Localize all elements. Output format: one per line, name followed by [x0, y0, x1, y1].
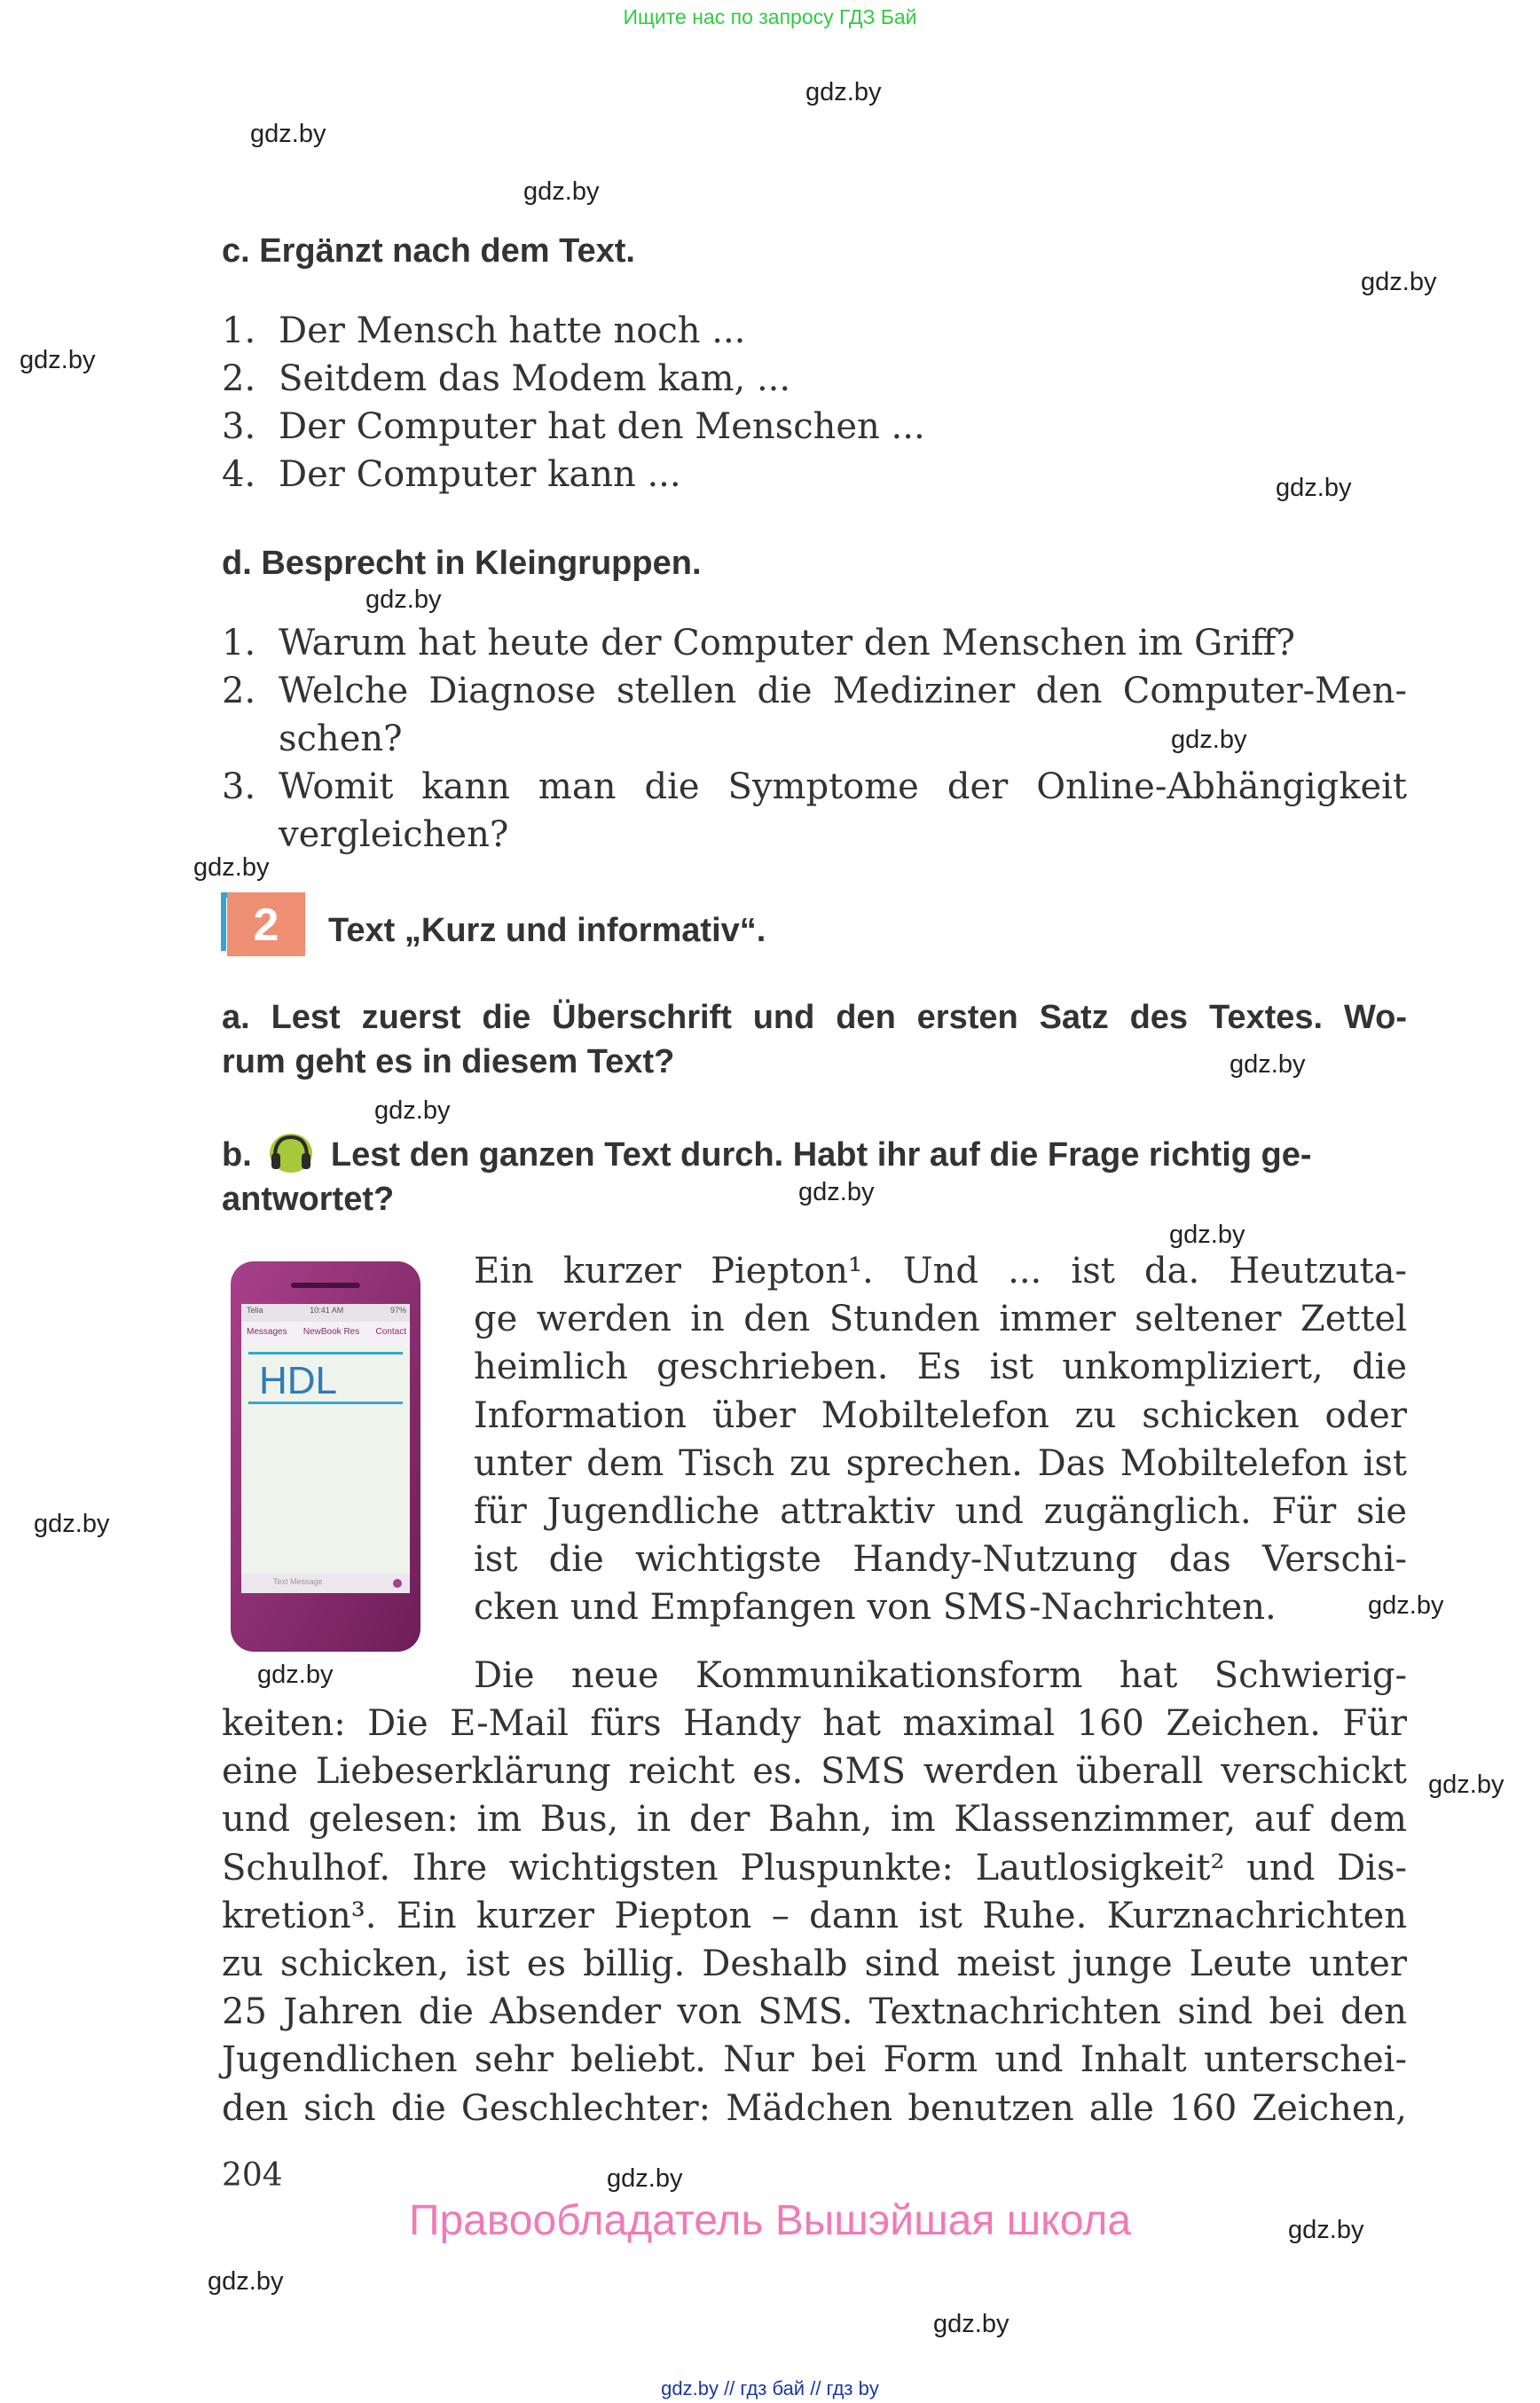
watermark: gdz.by: [365, 585, 442, 614]
footer-links[interactable]: gdz.by // гдз бай // гдз by: [661, 2377, 879, 2399]
phone-status-bar: [247, 1306, 406, 1315]
watermark: gdz.by: [374, 1096, 451, 1125]
phone-nav-title: NewBook Res: [302, 1327, 360, 1337]
watermark: gdz.by: [1288, 2216, 1364, 2244]
status-battery: 97%: [389, 1306, 406, 1315]
text-line: Die neue Kommunikationsform hat Schwierig-: [474, 1655, 1407, 1696]
list-item: [222, 355, 1407, 403]
text-line: den sich die Geschlechter: Mädchen benutzen alle 160 Zeichen,: [222, 2087, 1407, 2129]
watermark: gdz.by: [607, 2164, 683, 2193]
watermark: gdz.by: [20, 346, 96, 374]
item-number: 3.: [222, 766, 256, 807]
item-number: 4.: [222, 454, 256, 495]
section-c-list: [222, 307, 1407, 499]
text-paragraph-2-first: [474, 1652, 1407, 1700]
item-text: Der Computer kann ...: [279, 454, 681, 495]
watermark: gdz.by: [250, 120, 326, 148]
item-text: Seitdem das Modem kam, ...: [279, 358, 791, 399]
item-text-line: Welche Diagnose stellen die Mediziner den Computer-Men-: [279, 671, 1407, 711]
text-line: für Jugendliche attraktiv und zugänglich. Für sie: [474, 1491, 1407, 1533]
list-item: [222, 667, 1407, 763]
item-number: 1.: [222, 310, 256, 351]
watermark: gdz.by: [208, 2267, 284, 2296]
item-number: 2.: [222, 671, 256, 711]
watermark: gdz.by: [1361, 268, 1437, 296]
phone-illustration: [229, 1260, 422, 1653]
text-line: zu schicken, ist es billig. Deshalb sind meist junge Leute unter: [222, 1944, 1407, 1985]
watermark: gdz.by: [1428, 1771, 1505, 1799]
text-line: unter dem Tisch zu sprechen. Das Mobiltelefon ist: [474, 1442, 1407, 1484]
text-line: cken und Empfangen von SMS-Nachrichten.: [474, 1587, 1277, 1629]
list-item: [222, 763, 1407, 859]
text-line: ist die wichtigste Handy-Nutzung das Verschi-: [474, 1539, 1407, 1581]
text-line: Schulhof. Ihre wichtigsten Pluspunkte: Lautlosigkeit² und Dis-: [222, 1847, 1407, 1889]
watermark: gdz.by: [798, 1178, 875, 1206]
text-line: heimlich geschrieben. Es ist unkompliziert, die: [474, 1347, 1407, 1388]
text-line: und gelesen: im Bus, in der Bahn, im Klassenzimmer, auf dem: [222, 1799, 1407, 1841]
watermark: gdz.by: [523, 177, 600, 206]
list-item: [222, 619, 1407, 667]
section-d-heading: d. Besprecht in Kleingruppen.: [222, 545, 702, 582]
task-b: [222, 1128, 1407, 1221]
watermark: gdz.by: [193, 853, 270, 882]
phone-back-button[interactable]: Messages: [247, 1327, 287, 1337]
text-line: Information über Mobiltelefon zu schicken oder: [474, 1394, 1407, 1436]
list-item: [222, 307, 1407, 355]
list-item: [222, 403, 1407, 451]
watermark: gdz.by: [805, 78, 882, 106]
item-text-line: vergleichen?: [279, 814, 509, 855]
watermark: gdz.by: [34, 1510, 110, 1538]
status-carrier: Telia: [247, 1306, 263, 1315]
watermark: gdz.by: [257, 1661, 334, 1689]
task-b-label: b.: [222, 1136, 252, 1174]
item-text-line: Womit kann man die Symptome der Online-Abhängigkeit: [279, 766, 1407, 807]
text-line: ge werden in den Stunden immer seltener Zettel: [474, 1299, 1407, 1340]
exercise-title: Text „Kurz und informativ“.: [328, 912, 766, 949]
list-item: [222, 451, 1407, 499]
item-number: 2.: [222, 358, 256, 399]
section-d-list: [222, 619, 1407, 859]
status-time: 10:41 AM: [310, 1306, 344, 1315]
watermark: gdz.by: [1169, 1221, 1245, 1249]
task-b-line: [222, 1128, 1407, 1177]
text-line: eine Liebeserklärung reicht es. SMS werden überall verschickt: [222, 1751, 1407, 1793]
item-text: Der Computer hat den Menschen ...: [279, 406, 925, 447]
phone-nav-bar: [247, 1327, 406, 1337]
text-line: keiten: Die E-Mail fürs Handy hat maximal 160 Zeichen. Für: [222, 1703, 1407, 1744]
top-banner[interactable]: Ищите нас по запросу ГДЗ Бай: [623, 5, 917, 28]
text-line: kretion³. Ein kurzer Piepton – dann ist Ruhe. Kurznachrichten: [222, 1895, 1407, 1936]
task-a: [222, 995, 1407, 1084]
phone-contact-button[interactable]: Contact: [375, 1327, 406, 1337]
watermark: gdz.by: [1171, 726, 1247, 754]
item-number: 1.: [222, 623, 256, 664]
item-text: Warum hat heute der Computer den Menschen im Griff?: [279, 623, 1295, 664]
watermark: gdz.by: [1230, 1050, 1306, 1079]
item-number: 3.: [222, 406, 256, 447]
text-paragraph-1: [474, 1247, 1407, 1632]
watermark: gdz.by: [933, 2310, 1010, 2338]
task-a-line: rum geht es in diesem Text?: [222, 1043, 675, 1080]
exercise-number: 2: [253, 899, 279, 951]
copyright-notice: Правообладатель Вышэйшая школа: [408, 2197, 1132, 2244]
text-line: 25 Jahren die Absender von SMS. Textnachrichten sind bei den: [222, 1991, 1407, 2033]
item-text-line: schen?: [279, 719, 403, 759]
headphones-icon[interactable]: [266, 1128, 316, 1174]
text-line: Jugendlichen sehr beliebt. Nur bei Form und Inhalt unterschei-: [222, 2039, 1407, 2081]
item-text: Der Mensch hatte noch ...: [279, 310, 746, 351]
watermark: gdz.by: [1368, 1591, 1444, 1620]
text-line: Ein kurzer Piepton¹. Und ... ist da. Heutzuta-: [474, 1251, 1407, 1292]
task-b-line: antwortet?: [222, 1181, 395, 1218]
watermark: gdz.by: [1276, 474, 1352, 502]
text-paragraph-2: [222, 1700, 1407, 2132]
page-number: 204: [222, 2157, 283, 2194]
phone-text-input[interactable]: Text Message: [273, 1577, 323, 1586]
task-b-text: Lest den ganzen Text durch. Habt ihr auf die Frage richtig ge-: [330, 1136, 1312, 1174]
phone-message: HDL: [259, 1359, 338, 1402]
section-c-heading: c. Ergänzt nach dem Text.: [222, 232, 635, 270]
task-a-line: a. Lest zuerst die Überschrift und den ersten Satz des Textes. Wo-: [222, 999, 1407, 1036]
badge-accent-side: [221, 892, 226, 951]
